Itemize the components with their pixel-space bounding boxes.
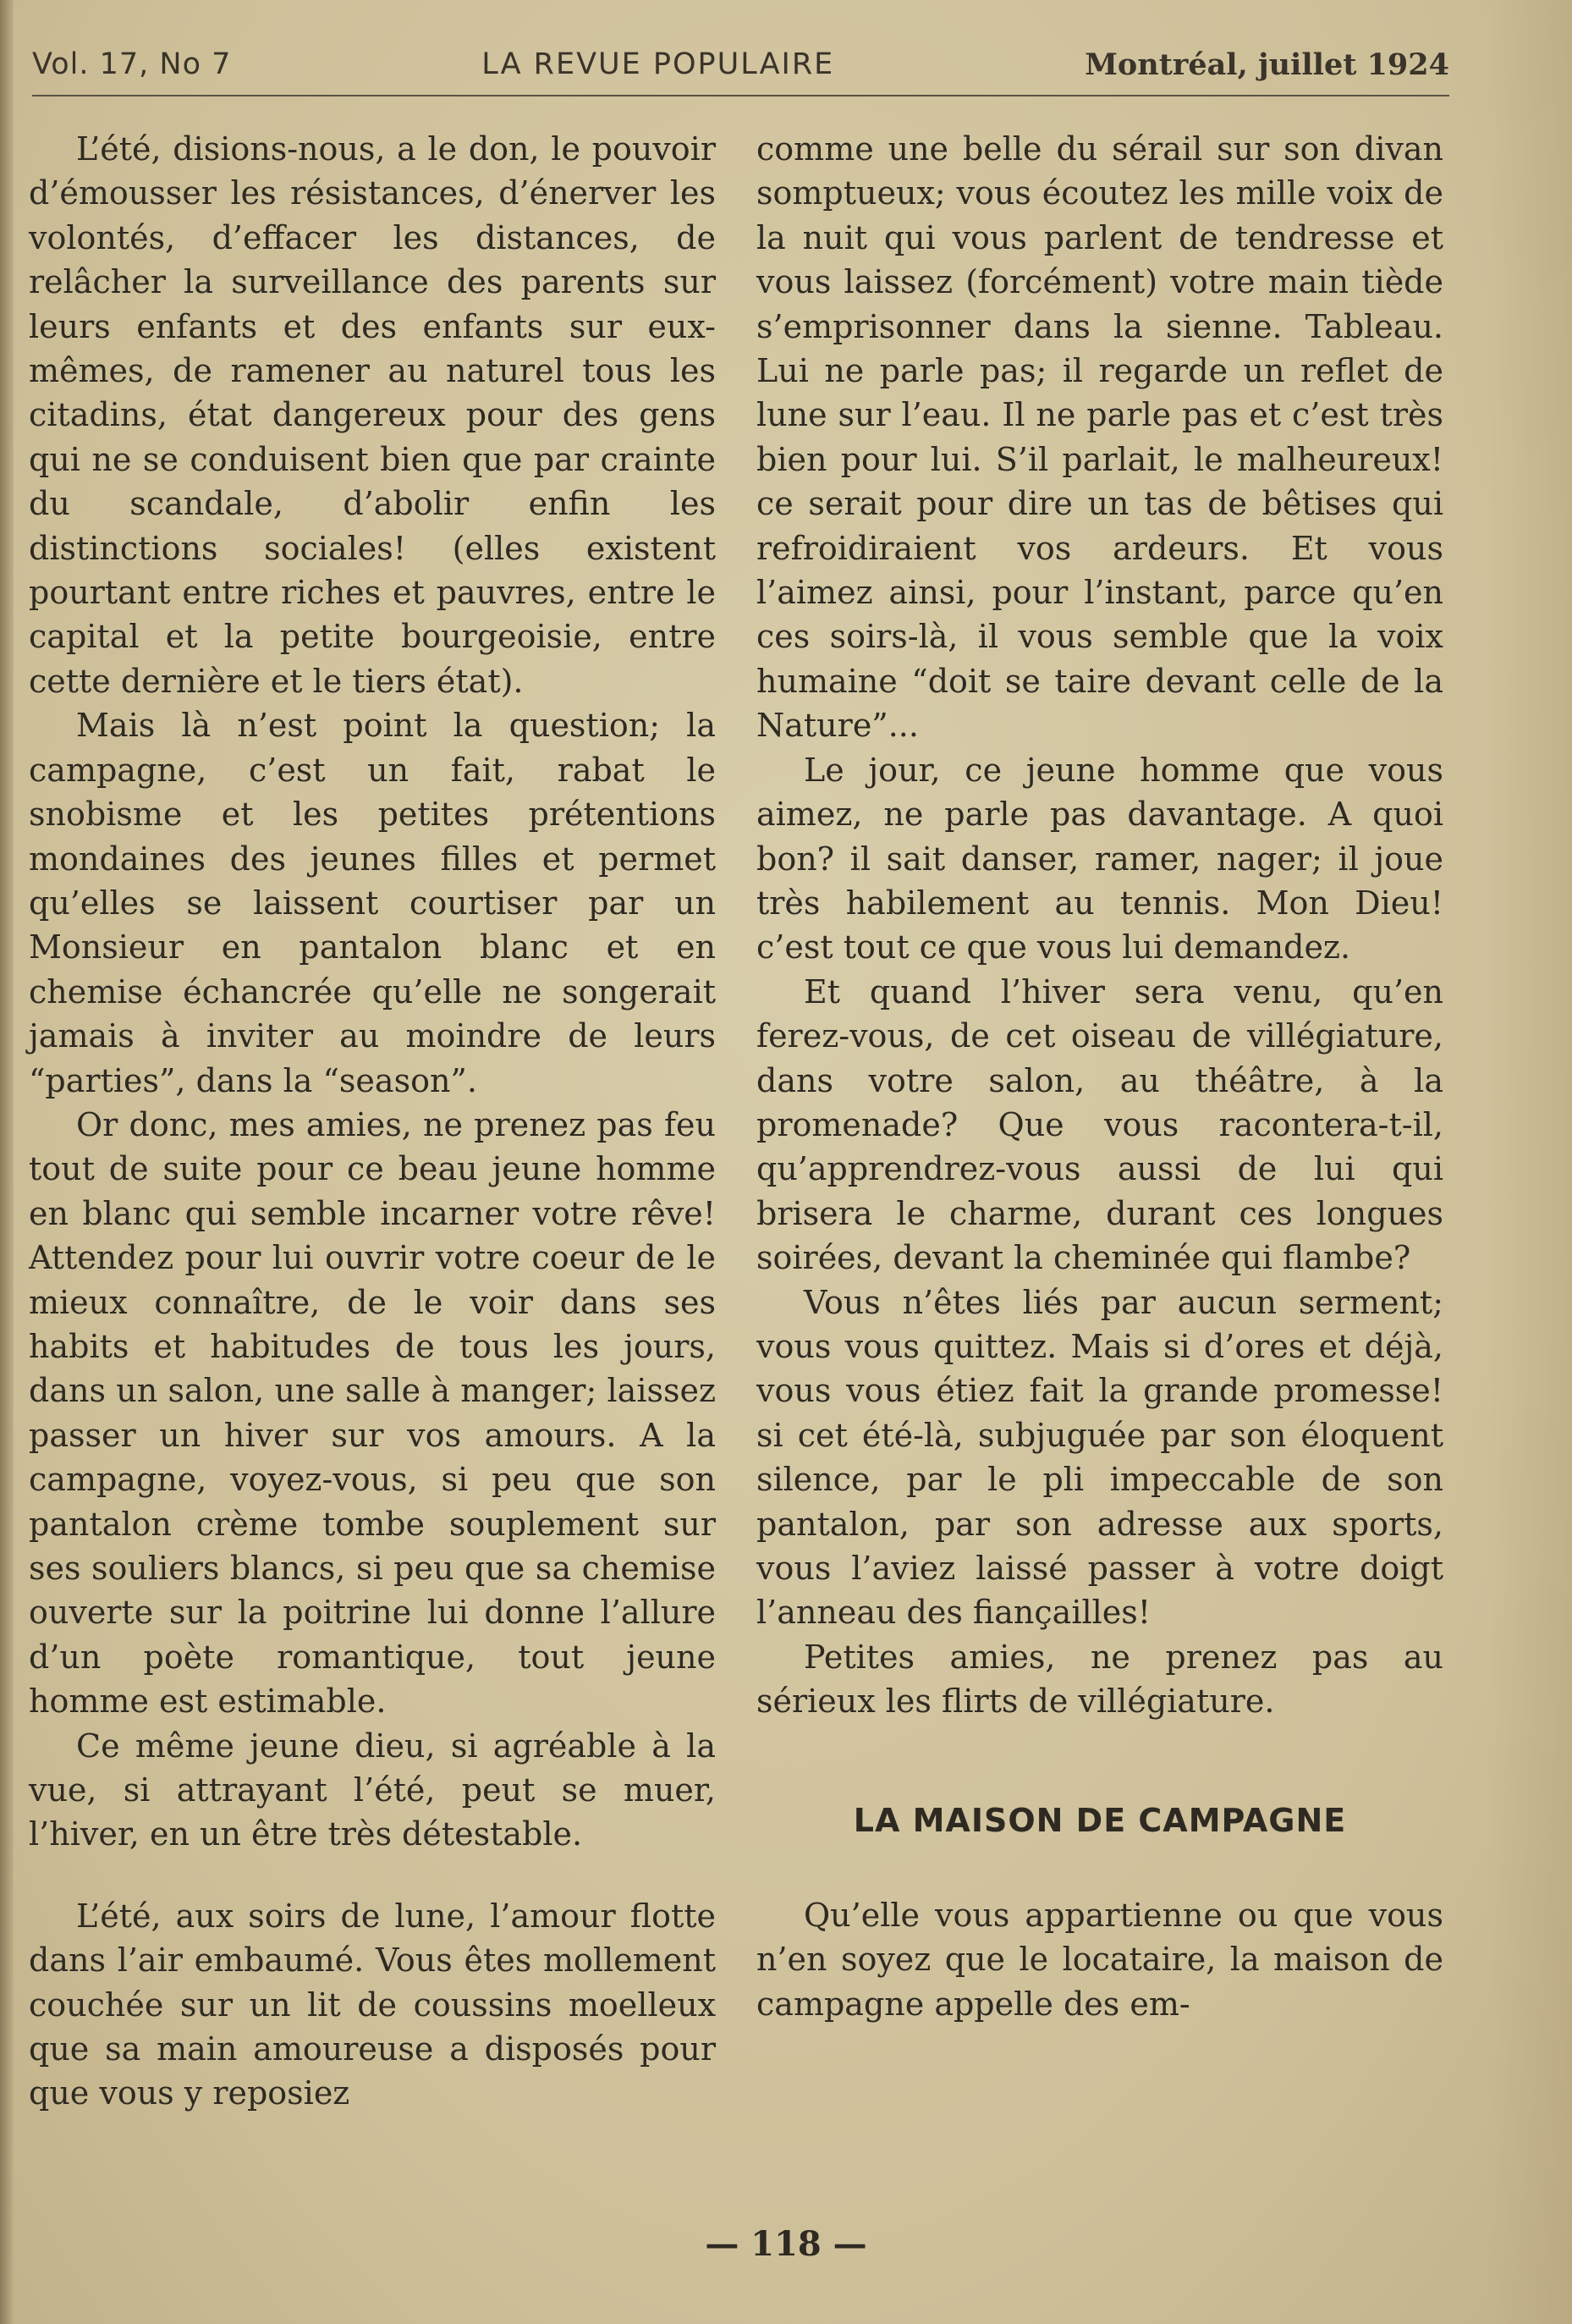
header-rule	[32, 95, 1449, 96]
paragraph: L’été, disions-nous, a le don, le pouvoir d’émousser les résistances, d’énerver les volontés, d’effacer les distances, de relâcher la surveillance des parents sur leurs enfants et des enfants sur eux-mêmes, de ramener au naturel tous les citadins, état dangereux pour des gens qui ne se conduisent bien que par crainte du scandale, d’abolir enfin les distinctions sociales! (elles existent pourtant entre riches et pauvres, entre le capital et la petite bourgeoisie, entre cette dernière et le tiers état).	[29, 130, 716, 700]
binding-edge	[0, 0, 14, 2324]
page-edge-shadow	[1487, 0, 1572, 2324]
right-column	[756, 127, 1443, 2026]
paragraph: comme une belle du sérail sur son divan somptueux; vous écoutez les mille voix de la nuit qui vous parlent de tendresse et vous laissez (forcément) votre main tiède s’emprisonner dans la sienne. Tableau. Lui ne parle pas; il regarde un reflet de lune sur l’eau. Il ne parle pas et c’est très bien pour lui. S’il parlait, le malheureux! ce serait pour dire un tas de bêtises qui refroidiraient vos ardeurs. Et vous l’aimez ainsi, pour l’instant, parce qu’en ces soirs-là, il vous semble que la voix humaine “doit se taire devant celle de la Nature”...	[756, 130, 1443, 745]
paragraph: Or donc, mes amies, ne prenez pas feu tout de suite pour ce beau jeune homme en blanc qui semble incarner votre rêve! Attendez pour lui ouvrir votre coeur de le mieux connaître, de le voir dans ses habits et habitudes de tous les jours, dans un salon, une salle à manger; laissez passer un hiver sur vos amours. A la campagne, voyez-vous, si peu que son pantalon crème tombe souplement sur ses souliers blancs, si peu que sa chemise ouverte sur la poitrine lui donne l’allure d’un poète romantique, tout jeune homme est estimable.	[29, 1105, 716, 1721]
publication-title: LA REVUE POPULAIRE	[481, 47, 835, 81]
paragraph: Et quand l’hiver sera venu, qu’en ferez-vous, de cet oiseau de villégiature, dans votre salon, au théâtre, à la promenade? Que vous racontera-t-il, qu’apprendrez-vous aussi de lui qui brisera le charme, durant ces longues soirées, devant la cheminée qui flambe?	[756, 972, 1443, 1277]
paragraph: Le jour, ce jeune homme que vous aimez, ne parle pas davantage. A quoi bon? il sait danser, ramer, nager; il joue très habilement au tennis. Mon Dieu! c’est tout ce que vous lui demandez.	[756, 751, 1443, 966]
volume-number: Vol. 17, No 7	[32, 47, 232, 81]
paragraph: Vous n’êtes liés par aucun serment; vous vous quittez. Mais si d’ores et déjà, vous vous étiez fait la grande promesse! si cet été-là, subjuguée par son éloquent silence, par le pli impeccable de son pantalon, par son adresse aux sports, vous l’aviez laissé passer à votre doigt l’anneau des fiançailles!	[756, 1283, 1443, 1632]
place-date: Montréal, juillet 1924	[1085, 47, 1449, 82]
page-number: — 118 —	[705, 2224, 867, 2264]
running-header	[32, 41, 1449, 88]
paragraph: Mais là n’est point la question; la campagne, c’est un fait, rabat le snobisme et les petites prétentions mondaines des jeunes filles et permet qu’elles se laissent courtiser par un Monsieur en pantalon blanc et en chemise échancrée qu’elle ne songerait jamais à inviter au moindre de leurs “parties”, dans la “season”.	[29, 707, 716, 1099]
paragraph: Petites amies, ne prenez pas au sérieux les flirts de villégiature.	[756, 1638, 1443, 1721]
section-heading: LA MAISON DE CAMPAGNE	[853, 1801, 1347, 1839]
paragraph: L’été, aux soirs de lune, l’amour flotte dans l’air embaumé. Vous êtes mollement couchée sur un lit de coussins moelleux que sa main amoureuse a disposés pour que vous y reposiez	[29, 1897, 716, 2112]
paragraph: Ce même jeune dieu, si agréable à la vue, si attrayant l’été, peut se muer, l’hiver, en un être très détestable.	[29, 1726, 716, 1853]
paragraph: Qu’elle vous appartienne ou que vous n’en soyez que le locataire, la maison de campagne appelle des em-	[756, 1897, 1443, 2023]
left-column	[29, 127, 716, 2116]
